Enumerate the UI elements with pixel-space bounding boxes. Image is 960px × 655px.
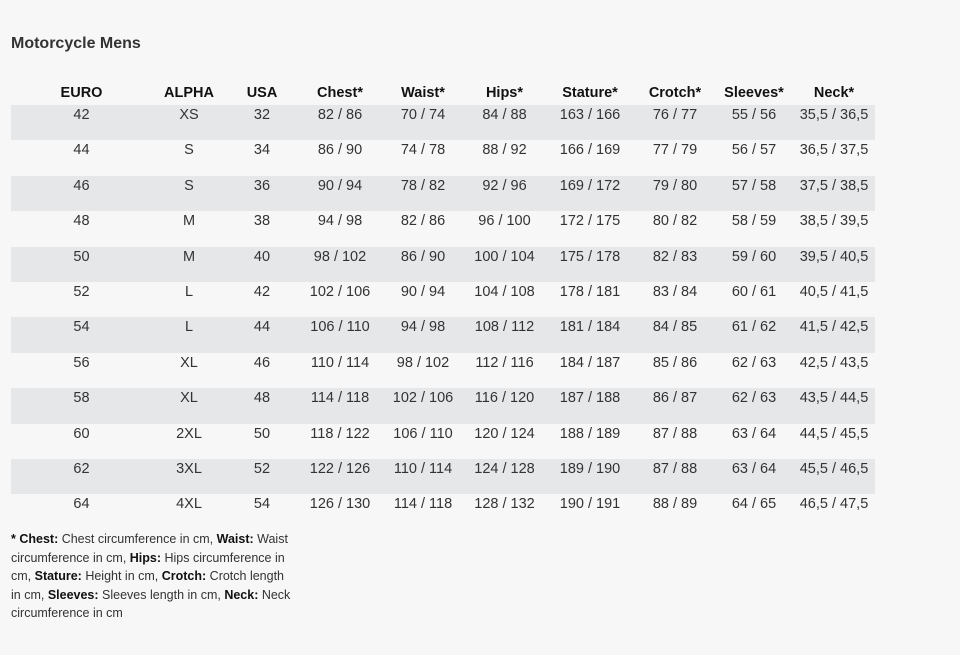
table-cell: 32 bbox=[226, 105, 298, 140]
table-cell: 62 / 63 bbox=[731, 354, 777, 371]
table-cell: 62 / 63 bbox=[715, 388, 793, 423]
column-header: Neck* bbox=[813, 85, 855, 101]
table-row bbox=[11, 494, 875, 529]
table-cell: 110 / 114 bbox=[310, 354, 370, 371]
footnote-term: Sleeves: bbox=[47, 587, 99, 602]
table-cell: 64 / 65 bbox=[731, 496, 777, 513]
table-cell: 52 bbox=[73, 283, 90, 300]
table-cell: 40,5 / 41,5 bbox=[799, 283, 869, 300]
table-row bbox=[11, 140, 875, 175]
column-header: Stature* bbox=[562, 85, 618, 101]
footnote-description: Waist circumference in cm, bbox=[11, 532, 288, 565]
table-cell: 60 / 61 bbox=[731, 283, 777, 300]
table-cell: 189 / 190 bbox=[545, 459, 635, 494]
table-cell: 2XL bbox=[176, 425, 202, 442]
table-cell: XL bbox=[152, 388, 226, 423]
table-cell: 120 / 124 bbox=[474, 425, 535, 442]
footnote-description: Crotch length in cm, bbox=[11, 569, 285, 602]
table-cell: 44,5 / 45,5 bbox=[799, 425, 869, 442]
table-cell: 61 / 62 bbox=[715, 317, 793, 352]
table-cell: M bbox=[152, 247, 226, 282]
table-cell: 181 / 184 bbox=[545, 317, 635, 352]
table-cell: 118 / 122 bbox=[310, 425, 370, 442]
column-header: ALPHA bbox=[164, 85, 214, 101]
table-cell: 79 / 80 bbox=[635, 176, 715, 211]
table-cell: 87 / 88 bbox=[652, 425, 698, 442]
table-cell: 110 / 114 bbox=[382, 459, 464, 494]
footnote-description: Hips circumference in cm, bbox=[11, 550, 285, 584]
column-header: Hips* bbox=[485, 85, 524, 101]
table-cell: 187 / 188 bbox=[545, 388, 635, 423]
table-cell: 94 / 98 bbox=[317, 213, 363, 230]
table-cell: 85 / 86 bbox=[652, 354, 698, 371]
table-cell: 82 / 86 bbox=[298, 105, 382, 140]
table-cell: 88 / 92 bbox=[482, 142, 527, 159]
table-cell: 63 / 64 bbox=[715, 459, 793, 494]
table-cell: 102 / 106 bbox=[382, 388, 464, 423]
table-cell: 46 bbox=[11, 176, 152, 211]
table-cell: 55 / 56 bbox=[715, 105, 793, 140]
column-header: Crotch* bbox=[648, 85, 702, 101]
table-cell: 46,5 / 47,5 bbox=[799, 496, 869, 513]
table-row bbox=[11, 459, 875, 494]
column-header: Sleeves* bbox=[724, 85, 784, 101]
table-cell: 45,5 / 46,5 bbox=[793, 459, 875, 494]
footnote-description: Sleeves length in cm, bbox=[98, 587, 225, 602]
table-header-row bbox=[11, 81, 875, 105]
table-cell: 80 / 82 bbox=[652, 213, 698, 230]
table-cell: 76 / 77 bbox=[635, 105, 715, 140]
table-cell: 70 / 74 bbox=[382, 105, 464, 140]
table-cell: 37,5 / 38,5 bbox=[793, 176, 875, 211]
table-cell: 48 bbox=[226, 388, 298, 423]
table-cell: 175 / 178 bbox=[545, 247, 635, 282]
table-cell: 169 / 172 bbox=[545, 176, 635, 211]
table-cell: 48 bbox=[73, 213, 90, 230]
table-cell: 58 bbox=[11, 388, 152, 423]
table-row bbox=[11, 317, 875, 352]
table-cell: 42 bbox=[253, 283, 271, 300]
table-row bbox=[11, 424, 875, 459]
footnote-description: Chest circumference in cm, bbox=[58, 532, 217, 546]
table-cell: L bbox=[152, 317, 226, 352]
table-cell: 104 / 108 bbox=[474, 283, 535, 300]
column-header: EURO bbox=[60, 85, 103, 101]
table-row bbox=[11, 282, 875, 317]
table-cell: 46 bbox=[253, 354, 271, 371]
table-cell: 52 bbox=[226, 459, 298, 494]
table-row bbox=[11, 353, 875, 388]
table-cell: 41,5 / 42,5 bbox=[793, 317, 875, 352]
table-body bbox=[11, 105, 875, 530]
table-row bbox=[11, 247, 875, 282]
footnote-description: Neck circumference in cm bbox=[11, 587, 291, 621]
column-header: USA bbox=[246, 85, 278, 101]
footnote-term: Crotch: bbox=[161, 569, 207, 584]
table-cell: 38 bbox=[253, 213, 271, 230]
table-cell: 114 / 118 bbox=[393, 496, 453, 513]
table-cell: 84 / 88 bbox=[464, 105, 545, 140]
column-header: Waist* bbox=[401, 85, 445, 101]
footnote-term: * Chest: bbox=[11, 532, 59, 546]
table-cell: 54 bbox=[253, 496, 271, 513]
table-cell: 82 / 83 bbox=[635, 247, 715, 282]
footnote-term: Stature: bbox=[34, 569, 82, 584]
table-cell: 34 bbox=[253, 142, 271, 159]
table-cell: 102 / 106 bbox=[309, 283, 371, 300]
table-cell: XS bbox=[152, 105, 226, 140]
table-cell: 39,5 / 40,5 bbox=[793, 247, 875, 282]
table-cell: M bbox=[182, 213, 196, 230]
table-cell: 54 bbox=[11, 317, 152, 352]
column-header: Chest* bbox=[317, 85, 363, 101]
table-cell: 74 / 78 bbox=[400, 142, 446, 159]
table-cell: 108 / 112 bbox=[464, 317, 545, 352]
table-cell: 86 / 90 bbox=[317, 142, 363, 159]
table-cell: 4XL bbox=[176, 496, 202, 513]
table-cell: 188 / 189 bbox=[559, 425, 621, 442]
table-cell: 42,5 / 43,5 bbox=[799, 354, 869, 371]
table-cell: 166 / 169 bbox=[559, 142, 621, 159]
table-cell: 94 / 98 bbox=[382, 317, 464, 352]
table-cell: 42 bbox=[11, 105, 152, 140]
table-cell: 190 / 191 bbox=[559, 496, 621, 513]
table-cell: 128 / 132 bbox=[474, 496, 535, 513]
table-cell: 88 / 89 bbox=[652, 496, 698, 513]
table-cell: 62 bbox=[11, 459, 152, 494]
table-cell: 35,5 / 36,5 bbox=[793, 105, 875, 140]
table-cell: 172 / 175 bbox=[559, 213, 621, 230]
table-cell: 126 / 130 bbox=[309, 496, 371, 513]
page-title: Motorcycle Mens bbox=[11, 35, 141, 52]
table-cell: 122 / 126 bbox=[298, 459, 382, 494]
table-cell: 86 / 87 bbox=[635, 388, 715, 423]
table-cell: S bbox=[184, 142, 194, 159]
size-chart-table bbox=[11, 81, 875, 530]
table-cell: 112 / 116 bbox=[475, 354, 534, 371]
footnote bbox=[11, 530, 296, 623]
table-cell: 98 / 102 bbox=[396, 354, 450, 371]
table-cell: 36,5 / 37,5 bbox=[799, 142, 869, 159]
footnote-description: Height in cm, bbox=[81, 569, 162, 584]
table-cell: 77 / 79 bbox=[652, 142, 698, 159]
table-cell: 57 / 58 bbox=[715, 176, 793, 211]
table-cell: 114 / 118 bbox=[298, 388, 382, 423]
table-cell: 178 / 181 bbox=[559, 283, 621, 300]
table-cell: 56 bbox=[73, 354, 90, 371]
table-cell: 60 bbox=[73, 425, 90, 442]
table-cell: 98 / 102 bbox=[298, 247, 382, 282]
table-cell: 87 / 88 bbox=[635, 459, 715, 494]
table-cell: 63 / 64 bbox=[731, 425, 777, 442]
table-row bbox=[11, 105, 875, 140]
table-cell: S bbox=[152, 176, 226, 211]
table-cell: 106 / 110 bbox=[298, 317, 382, 352]
table-cell: 3XL bbox=[152, 459, 226, 494]
table-cell: 106 / 110 bbox=[393, 425, 453, 442]
table-cell: 84 / 85 bbox=[635, 317, 715, 352]
table-cell: 90 / 94 bbox=[298, 176, 382, 211]
table-cell: 58 / 59 bbox=[731, 213, 777, 230]
table-cell: 96 / 100 bbox=[478, 213, 531, 230]
table-cell: 116 / 120 bbox=[464, 388, 545, 423]
table-cell: 83 / 84 bbox=[652, 283, 698, 300]
table-cell: 92 / 96 bbox=[464, 176, 545, 211]
table-cell: 82 / 86 bbox=[400, 213, 446, 230]
table-cell: L bbox=[184, 283, 194, 300]
table-cell: 56 / 57 bbox=[731, 142, 777, 159]
footnote-term: Hips: bbox=[129, 550, 162, 565]
table-cell: 184 / 187 bbox=[559, 354, 621, 371]
table-cell: 124 / 128 bbox=[464, 459, 545, 494]
table-row bbox=[11, 176, 875, 211]
table-cell: 64 bbox=[73, 496, 90, 513]
table-cell: 50 bbox=[11, 247, 152, 282]
table-cell: 86 / 90 bbox=[382, 247, 464, 282]
table-cell: XL bbox=[180, 354, 198, 371]
table-cell: 38,5 / 39,5 bbox=[799, 213, 869, 230]
table-cell: 59 / 60 bbox=[715, 247, 793, 282]
footnote-term: Waist: bbox=[216, 532, 254, 546]
table-cell: 40 bbox=[226, 247, 298, 282]
footnote-term: Neck: bbox=[224, 587, 259, 602]
table-row bbox=[11, 388, 875, 423]
table-cell: 50 bbox=[253, 425, 271, 442]
table-cell: 163 / 166 bbox=[545, 105, 635, 140]
table-row bbox=[11, 211, 875, 246]
table-cell: 90 / 94 bbox=[400, 283, 446, 300]
table-cell: 44 bbox=[226, 317, 298, 352]
table-cell: 36 bbox=[226, 176, 298, 211]
table-cell: 100 / 104 bbox=[464, 247, 545, 282]
table-cell: 78 / 82 bbox=[382, 176, 464, 211]
table-cell: 43,5 / 44,5 bbox=[793, 388, 875, 423]
table-cell: 44 bbox=[73, 142, 90, 159]
